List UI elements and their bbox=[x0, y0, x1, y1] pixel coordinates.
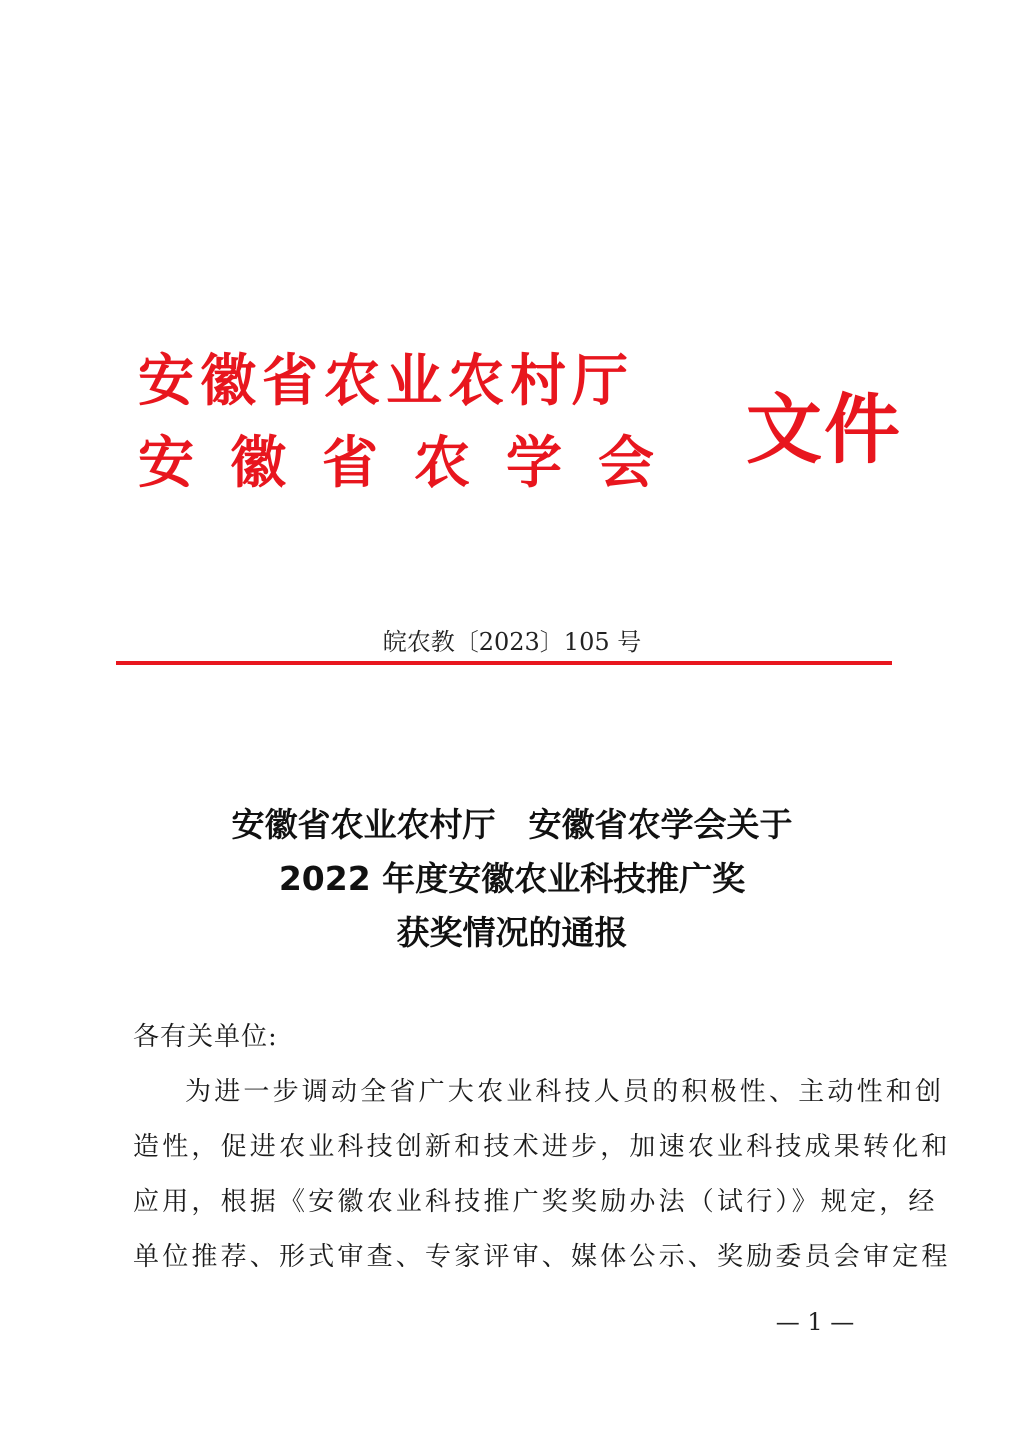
salutation: 各有关单位: bbox=[133, 1022, 278, 1052]
title-line-3: 获奖情况的通报 bbox=[396, 913, 628, 952]
paragraph-line-1: 为进一步调动全省广大农业科技人员的积极性、主动性和创 bbox=[185, 1077, 945, 1107]
title-line-1: 安徽省农业农村厅 安徽省农学会关于 bbox=[231, 805, 793, 844]
issuing-org-2: 安徽省农学会 bbox=[138, 431, 690, 496]
document-title bbox=[0, 798, 1024, 960]
issuing-org-1: 安徽省农业农村厅 bbox=[138, 349, 634, 414]
red-divider bbox=[116, 661, 892, 665]
document-number: 皖农教〔2023〕105 号 bbox=[382, 628, 642, 656]
title-line-2: 2022 年度安徽农业科技推广奖 bbox=[278, 859, 746, 898]
paragraph-line-2: 造性，促进农业科技创新和技术进步，加速农业科技成果转化和 bbox=[133, 1132, 951, 1162]
document-suffix: 文件 bbox=[746, 385, 902, 474]
document-body bbox=[133, 1010, 951, 1285]
paragraph-line-3: 应用，根据《安徽农业科技推广奖奖励办法（试行）》规定，经 bbox=[133, 1187, 938, 1217]
document-header bbox=[138, 349, 902, 510]
page-number: — 1 — bbox=[775, 1308, 855, 1336]
paragraph-line-4: 单位推荐、形式审查、专家评审、媒体公示、奖励委员会审定程 bbox=[133, 1242, 951, 1272]
